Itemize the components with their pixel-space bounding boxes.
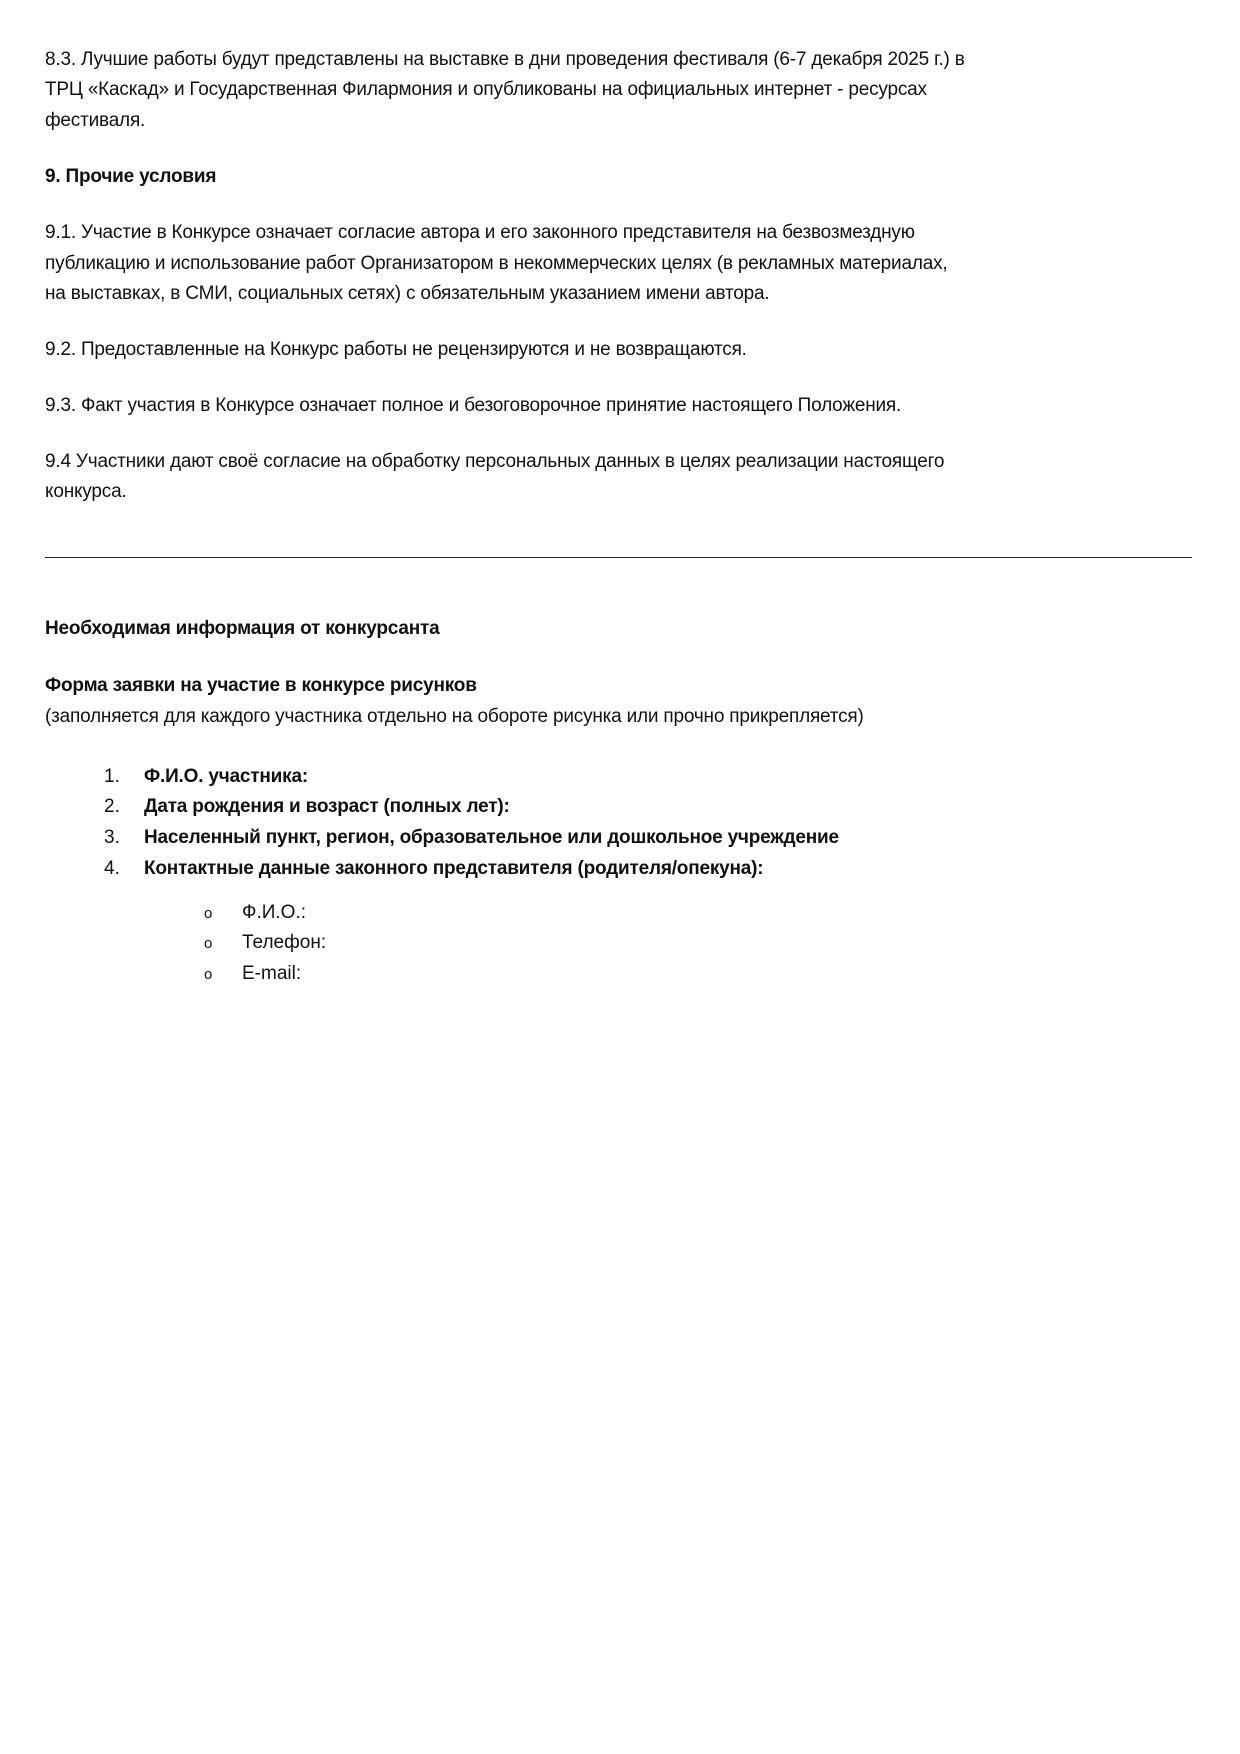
list-number: 3.: [104, 827, 120, 848]
list-number: 1.: [104, 766, 120, 787]
list-number: 4.: [104, 858, 120, 879]
sub-list-item: Телефон:: [242, 932, 327, 953]
text-line: публикацию и использование работ Организатором в некоммерческих целях (в рекламных материалах,: [45, 253, 948, 274]
circle-bullet-icon: o: [204, 905, 213, 922]
sub-list-item: E-mail:: [242, 963, 302, 984]
circle-bullet-icon: o: [204, 966, 213, 983]
paragraph-9-2: 9.2. Предоставленные на Конкурс работы не рецензируются и не возвращаются.: [45, 339, 747, 360]
list-item: Дата рождения и возраст (полных лет):: [144, 796, 510, 817]
text-line: на выставках, в СМИ, социальных сетях) с обязательным указанием имени автора.: [45, 283, 770, 304]
text-line: 9.1. Участие в Конкурсе означает согласие автора и его законного представителя на безвозмездную: [45, 222, 915, 243]
text-line: фестиваля.: [45, 110, 146, 131]
circle-bullet-icon: o: [204, 935, 213, 952]
list-item: Ф.И.О. участника:: [144, 766, 308, 787]
list-item: Контактные данные законного представителя (родителя/опекуна):: [144, 858, 764, 879]
text-line: 8.3. Лучшие работы будут представлены на выставке в дни проведения фестиваля (6-7 декабря 2025 г.) в: [45, 49, 965, 70]
form-note: (заполняется для каждого участника отдельно на обороте рисунка или прочно прикрепляется): [45, 706, 864, 727]
divider: [45, 557, 1192, 558]
list-number: 2.: [104, 796, 120, 817]
paragraph-9-3: 9.3. Факт участия в Конкурсе означает полное и безоговорочное принятие настоящего Положения.: [45, 395, 902, 416]
list-item: Населенный пункт, регион, образовательное или дошкольное учреждение: [144, 827, 839, 848]
form-title: Форма заявки на участие в конкурсе рисунков: [45, 675, 477, 696]
sub-list-item: Ф.И.О.:: [242, 902, 306, 923]
section-heading-9: 9. Прочие условия: [45, 166, 217, 187]
text-line: конкурса.: [45, 481, 127, 502]
info-heading: Необходимая информация от конкурсанта: [45, 618, 440, 639]
text-line: 9.4 Участники дают своё согласие на обработку персональных данных в целях реализации настоящего: [45, 451, 945, 472]
text-line: ТРЦ «Каскад» и Государственная Филармония и опубликованы на официальных интернет - ресурсах: [45, 79, 927, 100]
